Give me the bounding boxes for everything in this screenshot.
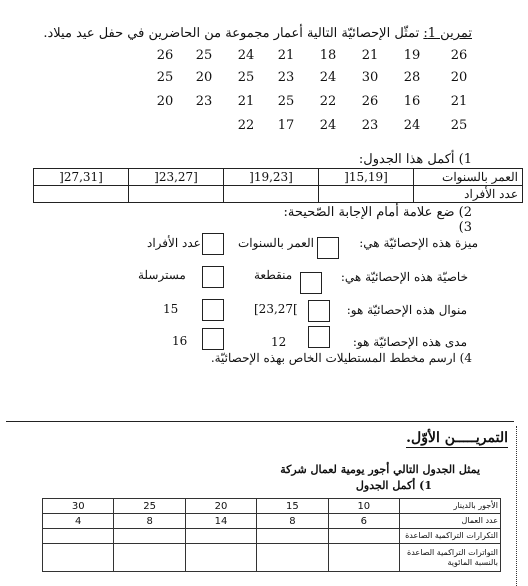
age-value: 26 xyxy=(450,48,468,63)
count-cell-empty[interactable] xyxy=(34,186,129,203)
workers-cell: 6 xyxy=(328,514,399,529)
wage-cell: 15 xyxy=(257,499,328,514)
workers-cell: 8 xyxy=(257,514,328,529)
wage-cell: 25 xyxy=(114,499,185,514)
workers-cell: 14 xyxy=(185,514,256,529)
q3d-text: مدى هذه الإحصائيّة هو: xyxy=(352,335,467,349)
age-value: 23 xyxy=(195,94,213,109)
frequency-table xyxy=(33,168,523,203)
cumulative-cell-empty[interactable] xyxy=(185,529,256,544)
table-row-wages xyxy=(43,499,501,514)
age-value: 23 xyxy=(361,118,379,133)
age-value: 22 xyxy=(319,94,337,109)
row-label-cumulative: التكرارات التراكمية الصاعدة xyxy=(400,529,501,544)
q3c-checkbox-1[interactable] xyxy=(308,300,330,322)
cumulative-cell-empty[interactable] xyxy=(257,529,328,544)
age-value: 25 xyxy=(450,118,468,133)
workers-cell: 8 xyxy=(114,514,185,529)
row-label-ages: العمر بالسنوات xyxy=(414,169,523,186)
cumulative-cell-empty[interactable] xyxy=(328,529,399,544)
age-value: 21 xyxy=(277,48,295,63)
age-value: 28 xyxy=(403,70,421,85)
age-value: 16 xyxy=(403,94,421,109)
wage-cell: 30 xyxy=(43,499,114,514)
age-value: 25 xyxy=(195,48,213,63)
age-value: 30 xyxy=(361,70,379,85)
q3a-option-1: العمر بالسنوات xyxy=(238,236,314,250)
age-value: 24 xyxy=(403,118,421,133)
section-divider xyxy=(6,421,514,422)
row-label-count: عدد الأفراد xyxy=(414,186,523,203)
age-value: 25 xyxy=(156,70,174,85)
table-row-workers xyxy=(43,514,501,529)
age-value: 26 xyxy=(361,94,379,109)
percent-cell-empty[interactable] xyxy=(43,544,114,572)
age-value: 23 xyxy=(277,70,295,85)
class-cell: [23,27[ xyxy=(129,169,224,186)
q3b-checkbox-1[interactable] xyxy=(300,272,322,294)
class-cell: [19,23[ xyxy=(224,169,319,186)
q3d-option-2: 16 xyxy=(172,334,188,348)
age-value: 26 xyxy=(156,48,174,63)
count-cell-empty[interactable] xyxy=(224,186,319,203)
q3a-checkbox-2[interactable] xyxy=(202,233,224,255)
cumulative-cell-empty[interactable] xyxy=(43,529,114,544)
percent-cell-empty[interactable] xyxy=(185,544,256,572)
q3c-option-2: 15 xyxy=(163,302,179,316)
wage-cell: 10 xyxy=(328,499,399,514)
table-row-count xyxy=(34,186,523,203)
percent-cell-empty[interactable] xyxy=(257,544,328,572)
q3d-checkbox-2[interactable] xyxy=(202,328,224,350)
count-cell-empty[interactable] xyxy=(129,186,224,203)
workers-cell: 4 xyxy=(43,514,114,529)
age-value: 25 xyxy=(277,94,295,109)
row-label-workers: عدد العمال xyxy=(400,514,501,529)
question-4: 4) ارسم مخطط المستطيلات الخاص بهذه الإحصائيّة. xyxy=(210,351,472,365)
class-cell: [27,31[ xyxy=(34,169,129,186)
exercise2-question-1: 1) أكمل الجدول xyxy=(355,479,432,492)
age-value: 25 xyxy=(237,70,255,85)
q3c-text: منوال هذه الإحصائيّة هو: xyxy=(346,303,467,317)
age-value: 21 xyxy=(450,94,468,109)
row-label-wages: الأجور بالدينار xyxy=(400,499,501,514)
exercise1-title-label: تمرين 1: xyxy=(423,26,472,41)
q3b-text: خاصيّة هذه الإحصائيّة هي: xyxy=(340,270,468,284)
exercise2-title: التمريـــــن الأوّل. xyxy=(406,430,508,446)
q3a-option-2: عدد الأفراد xyxy=(147,236,201,250)
q3b-option-2: مسترسلة xyxy=(138,268,186,282)
age-value: 24 xyxy=(319,118,337,133)
age-value: 21 xyxy=(237,94,255,109)
q3d-option-1: 12 xyxy=(271,335,287,349)
age-value: 20 xyxy=(156,94,174,109)
count-cell-empty[interactable] xyxy=(319,186,414,203)
age-value: 19 xyxy=(403,48,421,63)
q3c-checkbox-2[interactable] xyxy=(202,299,224,321)
question-2: 2) ضع علامة أمام الإجابة الصّحيحة: xyxy=(283,205,472,220)
q3a-checkbox-1[interactable] xyxy=(317,237,339,259)
percent-cell-empty[interactable] xyxy=(328,544,399,572)
age-value: 20 xyxy=(195,70,213,85)
exercise1-title-text: تمثّل الإحصائيّة التالية أعمار مجموعة من الحاضرين في حفل عيد ميلاد. xyxy=(43,26,424,41)
age-value: 18 xyxy=(319,48,337,63)
q3b-option-1: منقطعة xyxy=(254,268,293,282)
q3c-option-1: [23,27[ xyxy=(254,302,298,316)
question-1: 1) أكمل هذا الجدول: xyxy=(358,152,472,167)
wages-table xyxy=(42,498,501,572)
question-3: 3) xyxy=(458,220,472,235)
q3b-checkbox-2[interactable] xyxy=(202,266,224,288)
table-row-cumulative xyxy=(43,529,501,544)
percent-cell-empty[interactable] xyxy=(114,544,185,572)
q3d-checkbox-1[interactable] xyxy=(308,326,330,348)
table-row-ages xyxy=(34,169,523,186)
age-value: 20 xyxy=(450,70,468,85)
exercise1-title xyxy=(43,26,472,41)
wage-cell: 20 xyxy=(185,499,256,514)
cumulative-cell-empty[interactable] xyxy=(114,529,185,544)
age-value: 24 xyxy=(237,48,255,63)
age-value: 21 xyxy=(361,48,379,63)
q3a-text: ميزة هذه الإحصائيّة هي: xyxy=(359,236,478,250)
age-value: 22 xyxy=(237,118,255,133)
age-value: 17 xyxy=(277,118,295,133)
class-cell: [15,19[ xyxy=(319,169,414,186)
age-value: 24 xyxy=(319,70,337,85)
row-label-cumulative-percent: التواترات التراكمية الصاعدة بالنسبة المائوية xyxy=(400,544,501,572)
page-margin-decoration xyxy=(516,426,527,586)
exercise2-intro: يمثل الجدول التالي أجور يومية لعمال شركة xyxy=(280,463,480,476)
table-row-cumulative-percent xyxy=(43,544,501,572)
